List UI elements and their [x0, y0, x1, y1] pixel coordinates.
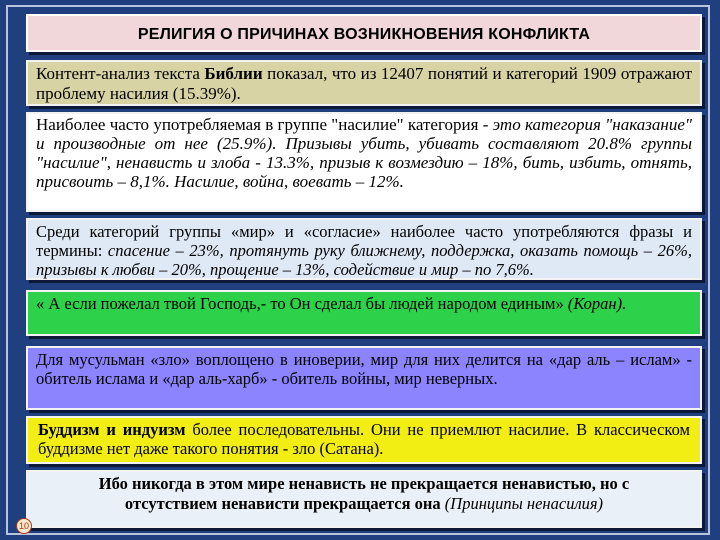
violence-category-lead: Наиболее часто употребляемая в группе "насилие" категория - [36, 115, 493, 134]
bible-analysis-block [26, 60, 702, 106]
quran-source: (Коран). [567, 294, 627, 313]
muslim-evil-block [26, 346, 702, 410]
page-number-badge: 10 [16, 518, 32, 534]
quran-quote-block [26, 290, 702, 336]
quran-quote-text: « А если пожелал твой Господь,- то Он сделал бы людей народом единым» [36, 294, 568, 313]
peace-category-details: спасение – 23%, протянуть руку ближнему, поддержка, оказать помощь – 26%, призывы к любви – 20%, прощение – 13%, содействие и мир – по 7,6%. [36, 241, 692, 279]
bible-analysis-intro: Контент-анализ текста [36, 64, 205, 83]
peace-category-lead: Среди категорий группы «мир» и «согласие» наиболее часто употребляются фразы и термины: [36, 222, 692, 260]
bible-analysis-result: показал, что из 12407 понятий и категорий 1909 отражают проблему насилия (15.39%). [36, 64, 692, 103]
violence-category-details: это категория "наказание" и производные от нее (25.9%). Призывы убить, убивать составляют 20.8% группы "насилие", ненависть и злоба - 13.3%, призыв к возмездию – 18%, бить, избить, отнять, присвоить – 8,1%. Насилие, война, воевать – 12%. [36, 115, 692, 191]
nonviolence-quote-text: Ибо никогда в этом мире ненависть не прекращается ненавистью, но с отсутствием ненависти прекращается она [98, 474, 630, 513]
nonviolence-quote-block [26, 470, 702, 528]
nonviolence-source: (Принципы ненасилия) [444, 494, 604, 513]
slide-title: РЕЛИГИЯ О ПРИЧИНАХ ВОЗНИКНОВЕНИЯ КОНФЛИКТА [26, 14, 702, 52]
violence-category-block [26, 112, 702, 212]
bible-word: Библии [204, 64, 263, 83]
peace-category-block [26, 218, 702, 280]
muslim-evil-text: Для мусульман «зло» воплощено в иноверии, мир для них делится на «дар аль – ислам» - обитель ислама и «дар аль-харб» - обитель войны, мир неверных. [36, 350, 692, 388]
buddhism-text: более последовательны. Они не приемлют насилие. В классическом буддизме нет даже такого понятия - зло (Сатана). [38, 420, 690, 458]
buddhism-block [26, 416, 702, 464]
buddhism-hinduism-label: Буддизм и индуизм [38, 420, 186, 439]
